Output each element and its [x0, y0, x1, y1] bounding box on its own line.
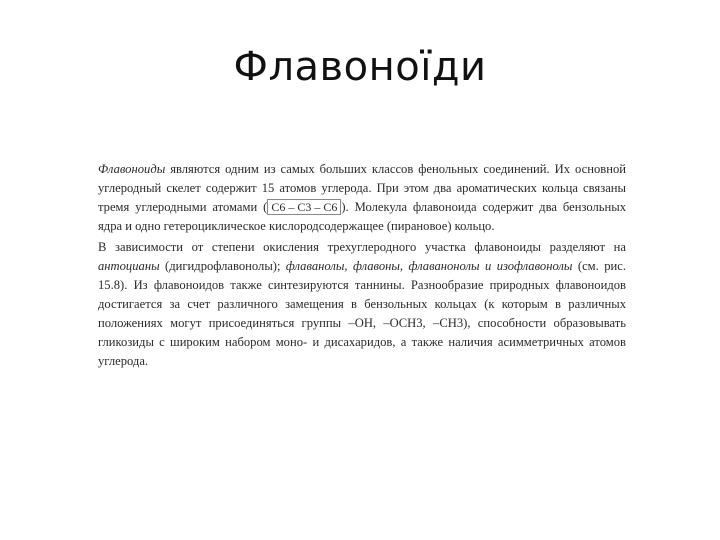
paragraph-2	[98, 238, 626, 371]
paragraph-2-text-d: ), способности образовывать гликозиды с широким набором моно- и дисахаридов, а также наличия асимметричных атомов углерода.	[98, 316, 627, 368]
paragraph-2-text-c: (см. рис. 15.8). Из флавоноидов также синтезируются таннины. Разнообразие природных флавоноидов достигается за счет различного замещения в бензольных кольцах (к которым в различных положениях могут присоединяться группы	[98, 259, 627, 330]
term-anthocyanins: антоцианы	[98, 259, 160, 273]
slide-title: Флавоноїди	[233, 44, 487, 90]
paragraph-1-text-a: являются одним из самых больших классов фенольных соединений. Их основной углеродный скелет содержит 15 атомов углерода. При этом два ароматических кольца связаны тремя углеродными атомами (	[98, 162, 626, 214]
paragraph-1	[98, 160, 626, 236]
substituent-groups: –OH, –OCH3, –CH3	[348, 316, 464, 330]
paragraph-2-text-b: (дигидрофлавонолы);	[159, 259, 286, 273]
term-flavonoids: Флавоноиды	[98, 162, 166, 176]
term-flavanols: флаванолы, флавоны, флаванонолы и изофлавонолы	[285, 259, 573, 273]
paragraph-2-text-a: В зависимости от степени окисления трехуглеродного участка флавоноиды разделяют на	[98, 240, 626, 254]
carbon-formula: C6 – C3 – C6	[267, 199, 341, 215]
scanned-text-block	[98, 160, 626, 371]
paragraph-1-text-b: ). Молекула флавоноида содержит два бензольных ядра и одно гетероциклическое кислородсодержащее (пирановое) кольцо.	[98, 200, 627, 233]
